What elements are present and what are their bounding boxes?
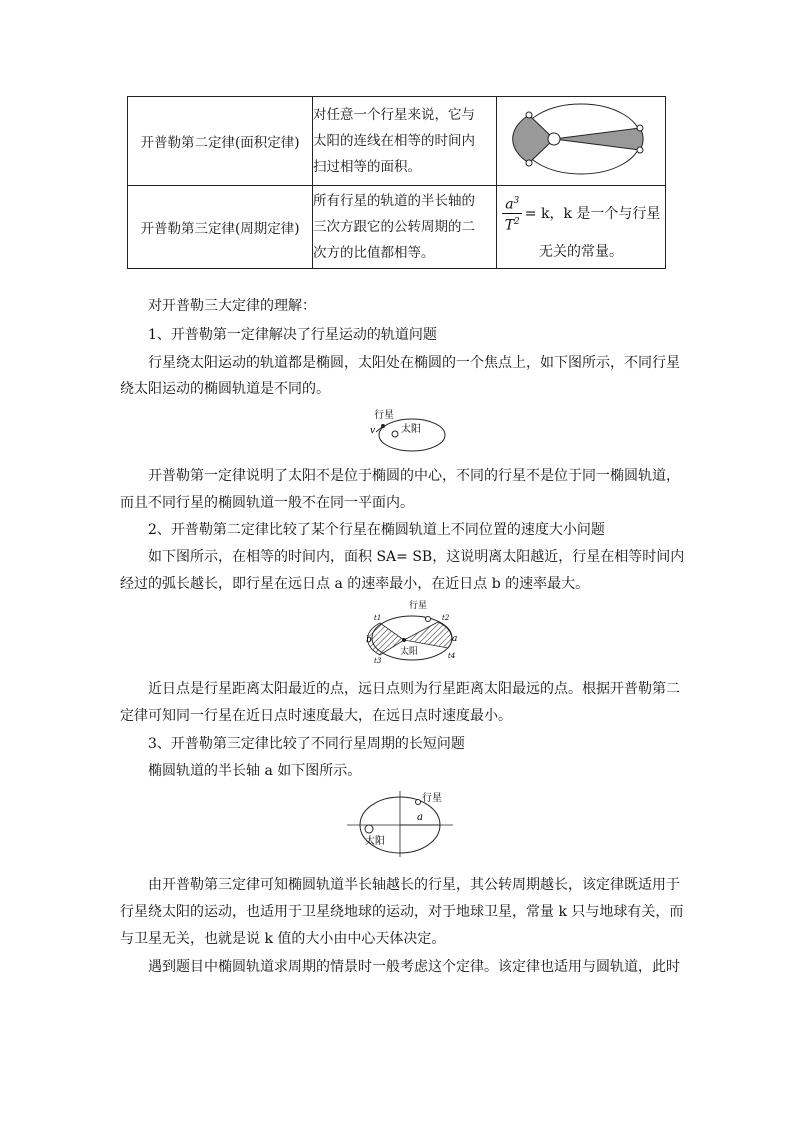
table-row — [128, 97, 666, 186]
heading-law3: 3、开普勒第三定律比较了不同行星周期的长短问题 — [148, 736, 465, 752]
table-row — [128, 186, 666, 269]
sun-label: 太阳 — [401, 424, 421, 435]
para-line: 绕太阳运动的椭圆轨道是不同的。 — [120, 381, 330, 397]
area-law-figure-cell — [497, 97, 666, 186]
svg-text:行星: 行星 — [422, 793, 442, 804]
para-line: 由开普勒第三定律可知椭圆轨道半长轴越长的行星，其公转周期越长，该定律既适用于 — [148, 877, 680, 893]
svg-text:t4: t4 — [448, 652, 456, 660]
orbit-diagram-1 — [362, 407, 452, 455]
orbit-diagram-3 — [345, 789, 455, 859]
para-line: 定律可知同一行星在近日点时速度最大，在远日点时速度最小。 — [120, 708, 512, 724]
velocity-label: v — [370, 426, 376, 436]
svg-text:b: b — [366, 635, 372, 645]
law-name-cell: 开普勒第三定律(周期定律) — [128, 186, 313, 269]
svg-text:太阳: 太阳 — [400, 647, 419, 657]
orbit-diagram-2 — [362, 598, 462, 670]
svg-text:a: a — [452, 634, 458, 644]
law-desc-cell: 所有行星的轨道的半长轴的 三次方跟它的公转周期的二 次方的比值都相等。 — [313, 186, 497, 269]
para-line: 如下图所示，在相等的时间内，面积 SA= SB，这说明离太阳越近，行星在相等时间内 — [148, 549, 685, 565]
svg-text:行星: 行星 — [409, 601, 428, 611]
svg-text:t1: t1 — [374, 614, 382, 622]
para-line: 椭圆轨道的半长轴 a 如下图所示。 — [148, 763, 362, 779]
planet-label: 行星 — [374, 410, 394, 421]
svg-text:a: a — [417, 812, 423, 823]
para-line: 经过的弧长越长，即行星在远日点 a 的速率最小，在近日点 b 的速率最大。 — [120, 576, 590, 592]
para-line: 遇到题目中椭圆轨道求周期的情景时一般考虑这个定律。该定律也适用与圆轨道，此时 — [148, 959, 680, 975]
para-line: 近日点是行星距离太阳最近的点，远日点则为行星距离太阳最远的点。根据开普勒第二 — [148, 681, 680, 697]
para-line: 与卫星无关，也就是说 k 值的大小由中心天体决定。 — [120, 931, 446, 947]
period-law-formula: $\frac{a^3}{T^2}$ = k，k 是一个与行星 — [502, 193, 661, 233]
law-desc-cell: 对任意一个行星来说，它与 太阳的连线在相等的时间内 扫过相等的面积。 — [313, 97, 497, 186]
para-line: 而且不同行星的椭圆轨道一般不在同一平面内。 — [120, 495, 414, 511]
svg-text:太阳: 太阳 — [365, 836, 385, 847]
para-line: 行星绕太阳的运动，也适用于卫星绕地球的运动，对于地球卫星，常量 k 只与地球有关，而 — [120, 904, 684, 920]
svg-text:t3: t3 — [374, 657, 382, 665]
para-line: 开普勒第一定律说明了太阳不是位于椭圆的中心，不同的行星不是位于同一椭圆轨道， — [148, 468, 680, 484]
law-name-cell: 开普勒第二定律(面积定律) — [128, 97, 313, 186]
para-line: 行星绕太阳运动的轨道都是椭圆，太阳处在椭圆的一个焦点上，如下图所示，不同行星 — [148, 355, 680, 371]
laws-table — [127, 96, 666, 269]
formula-cell — [497, 186, 666, 269]
heading-law1: 1、开普勒第一定律解决了行星运动的轨道问题 — [148, 327, 437, 343]
formula-line2: 无关的常量。 — [539, 244, 624, 261]
intro-line: 对开普勒三大定律的理解： — [148, 298, 316, 314]
area-law-diagram — [506, 98, 656, 180]
svg-text:t2: t2 — [442, 614, 450, 622]
heading-law2: 2、开普勒第二定律比较了某个行星在椭圆轨道上不同位置的速度大小问题 — [148, 522, 605, 538]
